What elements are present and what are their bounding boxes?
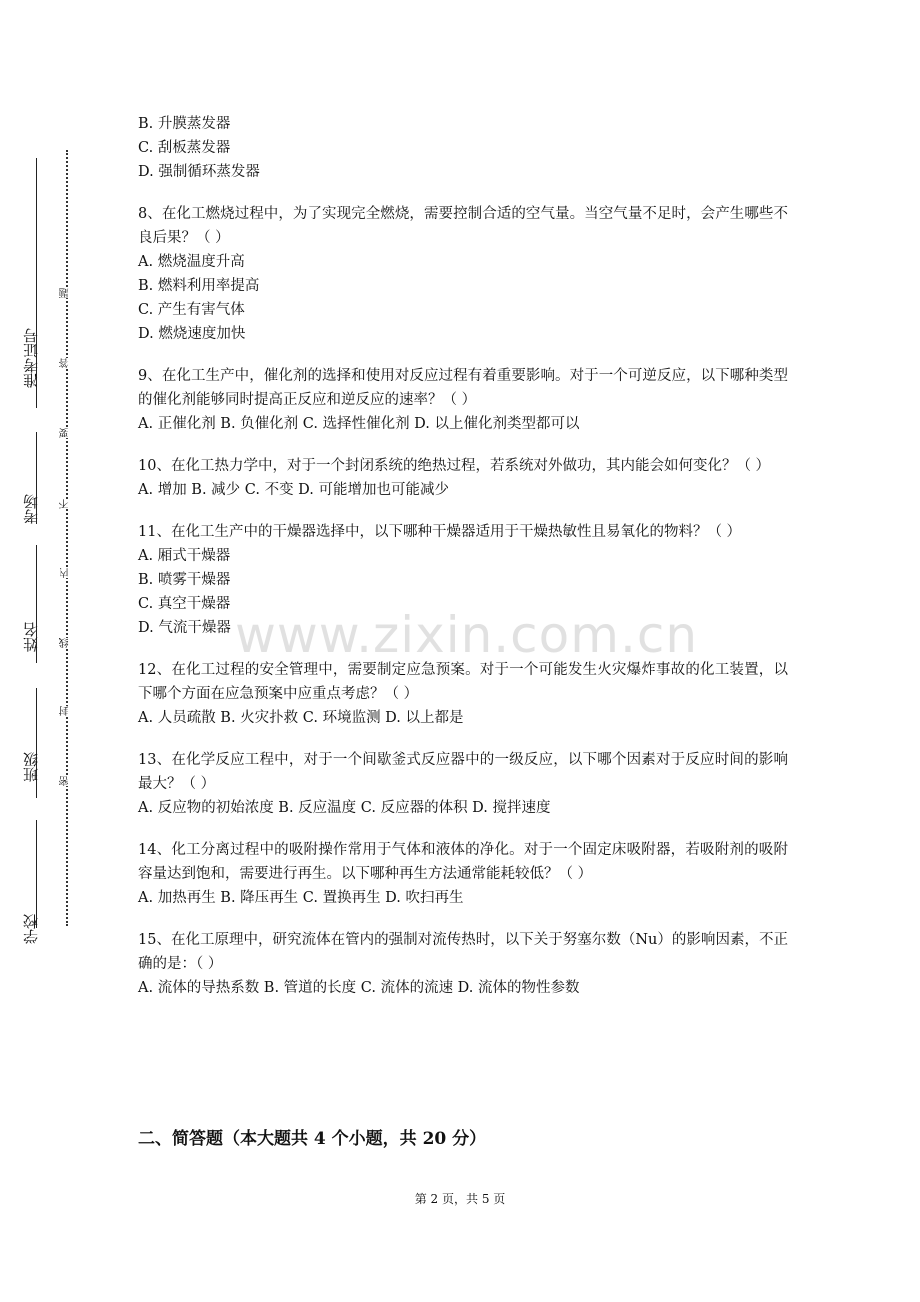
option: B. 升膜蒸发器 — [138, 116, 231, 132]
option: A. 加热再生 B. 降压再生 C. 置换再生 D. 吹扫再生 — [138, 890, 464, 906]
question-text: 11、在化工生产中的干燥器选择中，以下哪种干燥器适用于干燥热敏性且易氧化的物料？（ ） — [138, 524, 742, 540]
question-text: 14、化工分离过程中的吸附操作常用于气体和液体的净化。对于一个固定床吸附器，若吸附剂的吸附容量达到饱和，需要进行再生。以下哪种再生方法通常能耗较低？（ ） — [138, 842, 788, 882]
watermark: www.zixin.com.cn — [235, 606, 699, 664]
question-7-continued — [138, 112, 788, 184]
seal-char: 密 — [60, 776, 71, 786]
option: B. 喷雾干燥器 — [138, 572, 231, 588]
option: C. 真空干燥器 — [138, 596, 231, 612]
option: A. 人员疏散 B. 火灾扑救 C. 环境监测 D. 以上都是 — [138, 710, 464, 726]
option: A. 厢式干燥器 — [138, 548, 231, 564]
seal-dotted-line — [66, 150, 68, 926]
question-list — [138, 112, 788, 1000]
option: D. 燃烧速度加快 — [138, 326, 246, 342]
section-title: 二、简答题（本大题共 4 个小题，共 20 分） — [138, 1129, 487, 1149]
seal-char: 内 — [60, 568, 71, 578]
seal-char: 封 — [60, 706, 71, 716]
field-label-exam-room: 考场 — [22, 494, 40, 524]
question-text: 9、在化工生产中，催化剂的选择和使用对反应过程有着重要影响。对于一个可逆反应，以下哪种类型的催化剂能够同时提高正反应和逆反应的速率？（ ） — [138, 368, 788, 408]
question-13 — [138, 748, 788, 820]
field-line-school — [36, 820, 37, 928]
option: A. 燃烧温度升高 — [138, 254, 245, 270]
field-label-class: 班级 — [22, 752, 40, 782]
option: A. 流体的导热系数 B. 管道的长度 C. 流体的流速 D. 流体的物性参数 — [138, 980, 580, 996]
option: C. 刮板蒸发器 — [138, 140, 231, 156]
question-10 — [138, 454, 788, 502]
seal-char: 不 — [60, 499, 71, 509]
seal-char: 要 — [60, 428, 71, 438]
question-text: 13、在化学反应工程中，对于一个间歇釜式反应器中的一级反应，以下哪个因素对于反应时间的影响最大？（ ） — [138, 752, 788, 792]
question-text: 10、在化工热力学中，对于一个封闭系统的绝热过程，若系统对外做功，其内能会如何变化？（ ） — [138, 458, 771, 474]
option: D. 强制循环蒸发器 — [138, 164, 260, 180]
option: A. 增加 B. 减少 C. 不变 D. 可能增加也可能减少 — [138, 482, 450, 498]
field-label-name: 姓名 — [22, 622, 40, 652]
question-11 — [138, 520, 788, 640]
seal-char: 答 — [60, 358, 71, 368]
question-15 — [138, 928, 788, 1000]
seal-char: 题 — [60, 288, 71, 298]
option: B. 燃料利用率提高 — [138, 278, 260, 294]
field-label-exam-number: 准考证号 — [22, 328, 40, 388]
question-12 — [138, 658, 788, 730]
option: A. 反应物的初始浓度 B. 反应温度 C. 反应器的体积 D. 搅拌速度 — [138, 800, 551, 816]
option: D. 气流干燥器 — [138, 620, 231, 636]
question-text: 12、在化工过程的安全管理中，需要制定应急预案。对于一个可能发生火灾爆炸事故的化工装置，以下哪个方面在应急预案中应重点考虑？（ ） — [138, 662, 788, 702]
question-14 — [138, 838, 788, 910]
question-text: 8、在化工燃烧过程中，为了实现完全燃烧，需要控制合适的空气量。当空气量不足时，会产生哪些不良后果？（ ） — [138, 206, 788, 246]
question-text: 15、在化工原理中，研究流体在管内的强制对流传热时，以下关于努塞尔数（Nu）的影响因素，不正确的是：（ ） — [138, 932, 788, 972]
page-footer: 第 2 页，共 5 页 — [414, 1192, 506, 1206]
field-label-school: 学校 — [22, 914, 40, 944]
option: C. 产生有害气体 — [138, 302, 245, 318]
option: A. 正催化剂 B. 负催化剂 C. 选择性催化剂 D. 以上催化剂类型都可以 — [138, 416, 580, 432]
question-8 — [138, 202, 788, 346]
question-9 — [138, 364, 788, 436]
seal-char: 线 — [60, 638, 71, 648]
